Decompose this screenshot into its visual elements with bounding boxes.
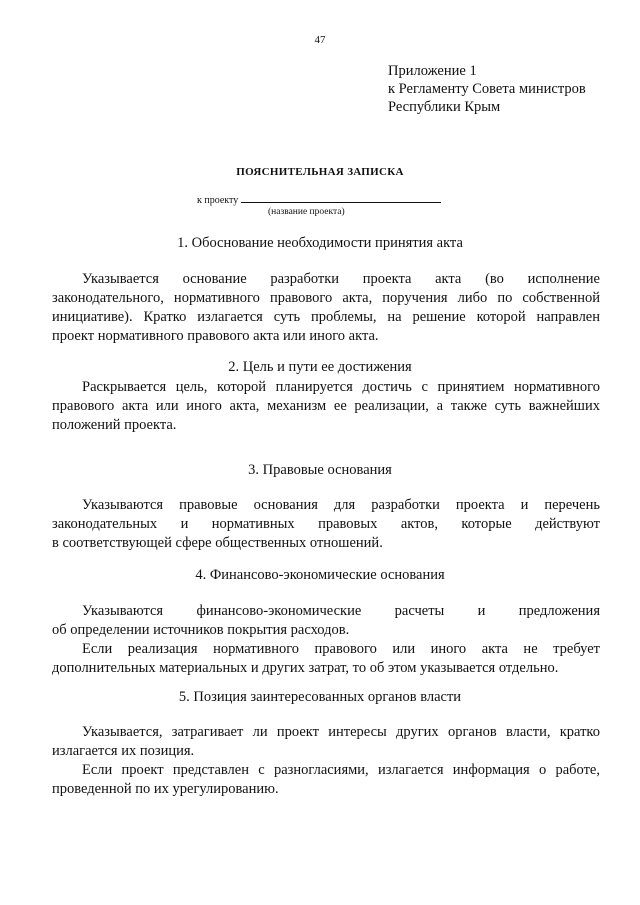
document-title: ПОЯСНИТЕЛЬНАЯ ЗАПИСКА — [236, 166, 404, 178]
paragraph-line: законодательного, нормативного правового акта, поручения либо по собственной — [52, 290, 600, 306]
paragraph-line: инициативе). Кратко излагается суть проблемы, на решение которой направлен — [52, 309, 600, 325]
project-caption: (название проекта) — [268, 207, 345, 217]
paragraph-line: об определении источников покрытия расходов. — [52, 622, 350, 638]
section-heading: 2. Цель и пути ее достижения — [228, 359, 412, 375]
appendix-line: Республики Крым — [388, 99, 501, 115]
paragraph-line: Если проект представлен с разногласиями, излагается информация о работе, — [82, 762, 600, 778]
paragraph-line: проведенной по их урегулированию. — [52, 781, 279, 797]
paragraph-line: Указывается основание разработки проекта акта (во исполнение — [82, 271, 600, 287]
section-heading: 3. Правовые основания — [248, 462, 392, 478]
paragraph-line: положений проекта. — [52, 417, 177, 433]
project-prefix: к проекту — [197, 195, 239, 206]
paragraph-line: излагается их позиция. — [52, 743, 195, 759]
paragraph-line: Если реализация нормативного правового или иного акта не требует — [82, 641, 600, 657]
paragraph-line: дополнительных материальных и других затрат, то об этом указывается отдельно. — [52, 660, 559, 676]
section-paragraph — [52, 723, 600, 761]
appendix-line: Приложение 1 — [388, 63, 477, 79]
section-paragraph — [52, 761, 600, 799]
project-line — [197, 194, 441, 206]
paragraph-line: в соответствующей сфере общественных отношений. — [52, 535, 383, 551]
paragraph-line: правового акта или иного акта, механизм ее реализации, а также суть важнейших — [52, 398, 600, 414]
paragraph-line: проект нормативного правового акта или иного акта. — [52, 328, 379, 344]
page-number: 47 — [314, 34, 326, 46]
paragraph-line: Указываются правовые основания для разработки проекта и перечень — [82, 497, 600, 513]
section-paragraph — [52, 496, 600, 553]
section-paragraph — [52, 640, 600, 678]
appendix-line: к Регламенту Совета министров — [388, 81, 586, 97]
paragraph-line: Раскрывается цель, которой планируется достичь с принятием нормативного — [82, 379, 600, 395]
paragraph-line: законодательных и нормативных правовых актов, которые действуют — [52, 516, 600, 532]
section-paragraph — [52, 270, 600, 346]
section-heading: 1. Обоснование необходимости принятия акта — [177, 235, 463, 251]
section-heading: 5. Позиция заинтересованных органов власти — [178, 689, 462, 705]
section-paragraph — [52, 378, 600, 435]
paragraph-line: Указываются финансово-экономические расчеты и предложения — [82, 603, 600, 619]
section-paragraph — [52, 602, 600, 640]
project-name-blank — [241, 194, 441, 203]
section-heading: 4. Финансово-экономические основания — [195, 567, 445, 583]
appendix-note — [388, 62, 586, 116]
paragraph-line: Указывается, затрагивает ли проект интересы других органов власти, кратко — [82, 724, 600, 740]
